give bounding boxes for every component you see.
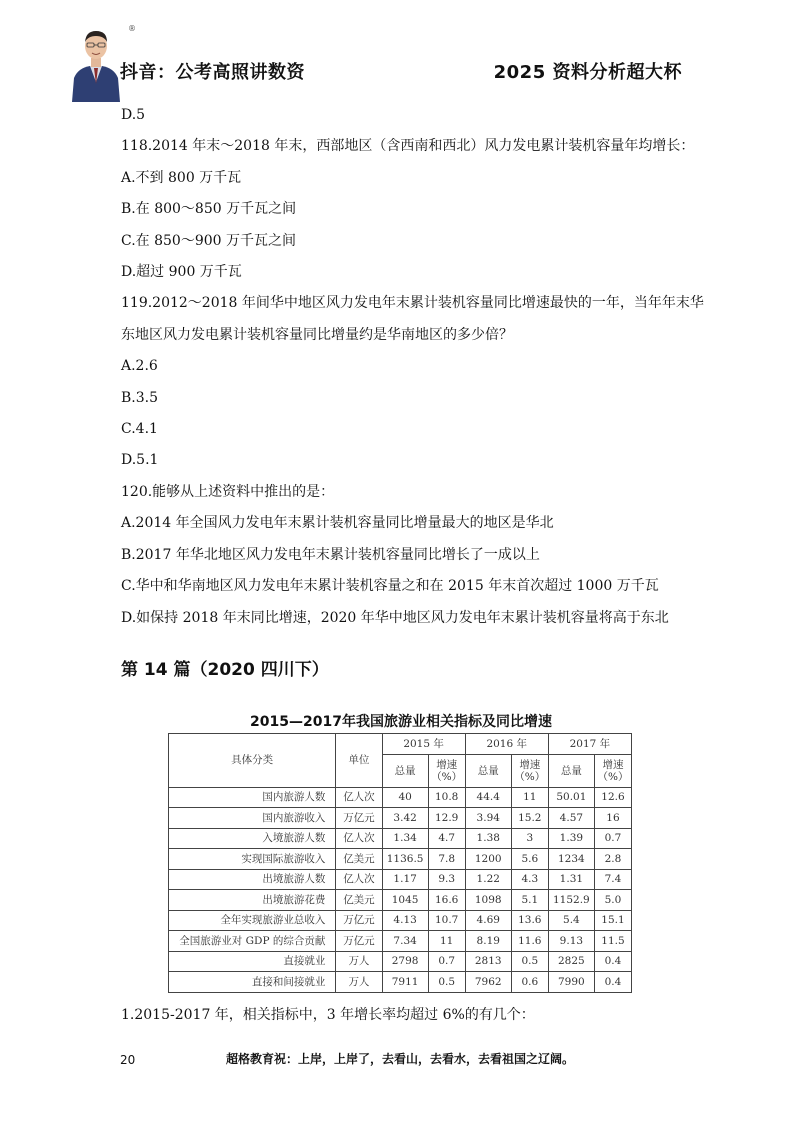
row-category: 直接和间接就业 [169,972,336,993]
header-growth-line1: 增速 [436,758,458,771]
question-stem-1: 1.2015-2017 年，相关指标中，3 年增长率均超过 6%的有几个： [121,1007,535,1023]
cell-value: 12.9 [428,808,465,829]
header-growth [428,754,465,787]
cell-value: 40 [382,787,428,808]
cell-value: 7.8 [428,849,465,870]
cell-value: 0.7 [428,951,465,972]
cell-value: 0.4 [594,972,631,993]
cell-value: 5.6 [511,849,548,870]
row-unit: 亿人次 [336,828,382,849]
option-line: B.3.5 [121,389,159,406]
table-row [169,951,632,972]
row-category: 直接就业 [169,951,336,972]
row-category: 国内旅游收入 [169,808,336,829]
cell-value: 11 [511,787,548,808]
cell-value: 2825 [548,951,594,972]
header-total: 总量 [382,754,428,787]
row-unit: 万亿元 [336,931,382,952]
cell-value: 5.0 [594,890,631,911]
row-category: 国内旅游人数 [169,787,336,808]
cell-value: 11.6 [511,931,548,952]
header-total: 总量 [465,754,511,787]
cell-value: 2798 [382,951,428,972]
cell-value: 11 [428,931,465,952]
table-row [169,869,632,890]
cell-value: 10.8 [428,787,465,808]
cell-value: 10.7 [428,910,465,931]
option-line: B.2017 年华北地区风力发电年末累计装机容量同比增长了一成以上 [121,546,540,563]
cell-value: 0.6 [511,972,548,993]
cell-value: 15.1 [594,910,631,931]
header-book-title: 2025 资料分析超大杯 [493,62,682,83]
cell-value: 13.6 [511,910,548,931]
cell-value: 0.5 [511,951,548,972]
table-title: 2015—2017年我国旅游业相关指标及同比增速 [250,714,552,730]
cell-value: 1045 [382,890,428,911]
question-stem-118: 118.2014 年末～2018 年末，西部地区（含西南和西北）风力发电累计装机容量年均增长： [121,138,695,155]
option-line: A.2.6 [121,358,158,375]
registered-mark: ® [128,24,136,33]
cell-value: 16 [594,808,631,829]
cell-value: 7990 [548,972,594,993]
cell-value: 1.31 [548,869,594,890]
cell-value: 11.5 [594,931,631,952]
option-line: D.5 [121,107,146,123]
cell-value: 8.19 [465,931,511,952]
cell-value: 4.3 [511,869,548,890]
footer-slogan: 超格教育祝：上岸，上岸了，去看山，去看水，去看祖国之辽阔。 [226,1052,575,1066]
row-unit: 万人 [336,951,382,972]
page-number: 20 [120,1053,136,1067]
table-row [169,931,632,952]
page-header [0,0,800,105]
cell-value: 1.22 [465,869,511,890]
option-line: C.4.1 [121,421,158,438]
header-total: 总量 [548,754,594,787]
cell-value: 3.94 [465,808,511,829]
cell-value: 4.13 [382,910,428,931]
cell-value: 0.4 [594,951,631,972]
row-unit: 万亿元 [336,808,382,829]
cell-value: 1.34 [382,828,428,849]
question-stem-120: 120.能够从上述资料中推出的是： [121,483,335,500]
cell-value: 1.39 [548,828,594,849]
question-body [121,100,704,634]
header-year-2015: 2015 年 [382,734,465,755]
option-line: D.超过 900 万千瓦 [121,264,242,281]
header-growth-line2: （%） [597,770,629,783]
cell-value: 16.6 [428,890,465,911]
table-header-row [169,734,632,755]
table-row [169,787,632,808]
row-category: 全年实现旅游业总收入 [169,910,336,931]
cell-value: 7962 [465,972,511,993]
cell-value: 2.8 [594,849,631,870]
question-stem-119-cont: 东地区风力发电累计装机容量同比增量约是华南地区的多少倍？ [121,326,513,343]
cell-value: 1136.5 [382,849,428,870]
cell-value: 1.38 [465,828,511,849]
row-category: 出境旅游花费 [169,890,336,911]
cell-value: 12.6 [594,787,631,808]
table-row [169,849,632,870]
cell-value: 0.5 [428,972,465,993]
cell-value: 50.01 [548,787,594,808]
cell-value: 3 [511,828,548,849]
cell-value: 7.34 [382,931,428,952]
header-growth-line2: （%） [431,770,463,783]
cell-value: 4.57 [548,808,594,829]
row-unit: 万亿元 [336,910,382,931]
question-stem-119: 119.2012～2018 年间华中地区风力发电年末累计装机容量同比增速最快的一年，当年年末华 [121,295,704,312]
header-category: 具体分类 [169,734,336,788]
option-line: D.如保持 2018 年末同比增速，2020 年华中地区风力发电年末累计装机容量将高于东北 [121,609,669,626]
cell-value: 1200 [465,849,511,870]
option-line: D.5.1 [121,452,159,469]
cell-value: 5.1 [511,890,548,911]
cell-value: 4.7 [428,828,465,849]
row-unit: 亿美元 [336,849,382,870]
cell-value: 1098 [465,890,511,911]
cell-value: 9.3 [428,869,465,890]
header-year-2016: 2016 年 [465,734,548,755]
row-category: 出境旅游人数 [169,869,336,890]
option-line: A.不到 800 万千瓦 [121,169,242,186]
cell-value: 0.7 [594,828,631,849]
cell-value: 1.17 [382,869,428,890]
cell-value: 2813 [465,951,511,972]
header-channel-title: 抖音：公考高照讲数资 [120,62,305,83]
option-line: C.在 850～900 万千瓦之间 [121,232,297,249]
cell-value: 7.4 [594,869,631,890]
table-row [169,972,632,993]
cell-value: 3.42 [382,808,428,829]
table-row [169,890,632,911]
header-growth [511,754,548,787]
row-unit: 亿人次 [336,787,382,808]
presenter-avatar-icon [68,22,124,102]
option-line: B.在 800～850 万千瓦之间 [121,201,297,218]
section-title: 第 14 篇（2020 四川下） [121,660,329,680]
option-line: A.2014 年全国风力发电年末累计装机容量同比增量最大的地区是华北 [121,515,554,532]
header-growth-line1: 增速 [602,758,624,771]
header-growth [594,754,631,787]
header-growth-line2: （%） [514,770,546,783]
row-unit: 万人 [336,972,382,993]
cell-value: 5.4 [548,910,594,931]
header-growth-line1: 增速 [519,758,541,771]
tourism-indicator-table [168,733,632,993]
cell-value: 4.69 [465,910,511,931]
cell-value: 44.4 [465,787,511,808]
row-category: 入境旅游人数 [169,828,336,849]
table-row [169,808,632,829]
option-line: C.华中和华南地区风力发电年末累计装机容量之和在 2015 年末首次超过 1000 万千瓦 [121,578,659,595]
cell-value: 9.13 [548,931,594,952]
cell-value: 1234 [548,849,594,870]
cell-value: 1152.9 [548,890,594,911]
header-year-2017: 2017 年 [548,734,631,755]
cell-value: 15.2 [511,808,548,829]
table-row [169,828,632,849]
row-unit: 亿美元 [336,890,382,911]
row-unit: 亿人次 [336,869,382,890]
row-category: 全国旅游业对 GDP 的综合贡献 [169,931,336,952]
table-row [169,910,632,931]
row-category: 实现国际旅游收入 [169,849,336,870]
header-unit: 单位 [336,734,382,788]
cell-value: 7911 [382,972,428,993]
